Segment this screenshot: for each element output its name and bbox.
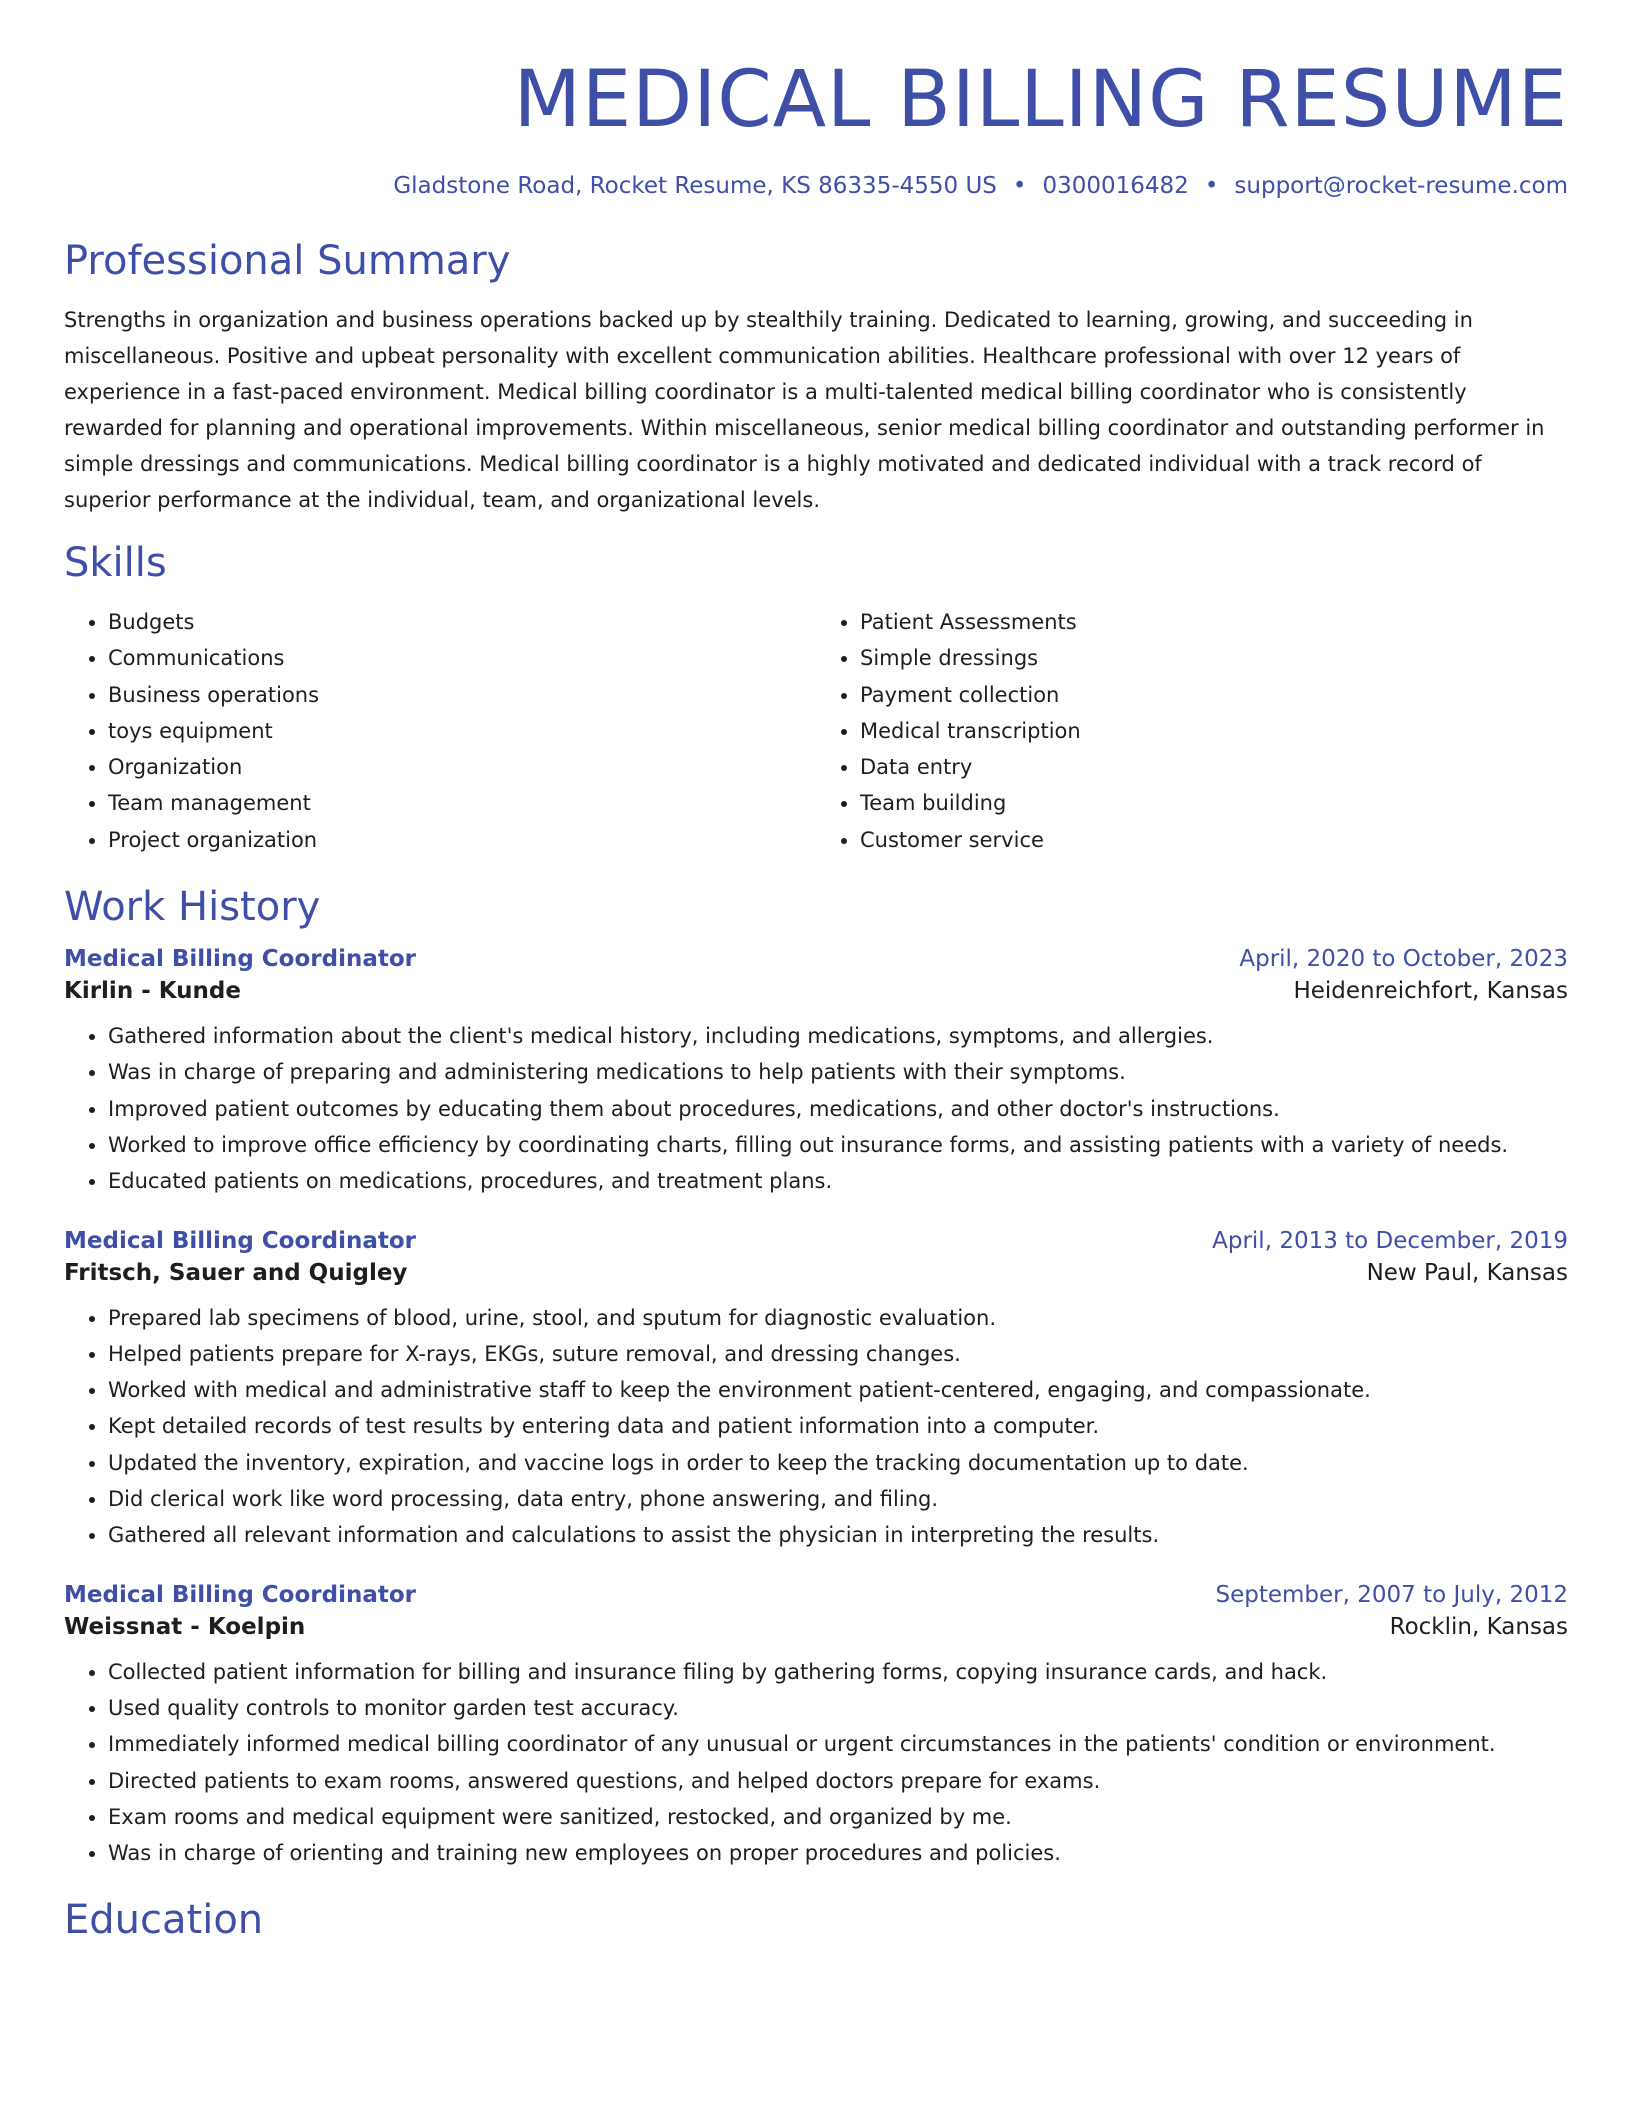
job-location: New Paul, Kansas — [1366, 1259, 1568, 1286]
phone-number: 0300016482 — [1042, 173, 1189, 199]
job-title: Medical Billing Coordinator — [64, 1227, 416, 1254]
job-company-row — [64, 1614, 1568, 1640]
job-duty: • Helped patients prepare for X-rays, EKGs, suture removal, and dressing changes. — [108, 1336, 1568, 1372]
skill-item: • Business operations — [108, 677, 816, 713]
job-title-row — [64, 1582, 1568, 1608]
job-duty: • Worked to improve office efficiency by coordinating charts, filling out insurance forms, and assisting patients with a variety of needs. — [108, 1127, 1568, 1163]
job-entry — [64, 946, 1568, 1199]
skills-list-right — [816, 604, 1568, 858]
job-duty: • Improved patient outcomes by educating them about procedures, medications, and other doctor's instructions. — [108, 1091, 1568, 1127]
skill-item: • Project organization — [108, 822, 816, 858]
work-history-section — [64, 882, 1568, 1871]
address: Gladstone Road, Rocket Resume, KS 86335-4550 US — [393, 173, 997, 199]
skill-item: • Simple dressings — [860, 640, 1568, 676]
job-dates: September, 2007 to July, 2012 — [1215, 1581, 1568, 1608]
job-duty: • Educated patients on medications, procedures, and treatment plans. — [108, 1163, 1568, 1199]
skill-item: • Patient Assessments — [860, 604, 1568, 640]
job-title-row — [64, 946, 1568, 972]
job-title-row — [64, 1228, 1568, 1254]
job-duty: • Exam rooms and medical equipment were sanitized, restocked, and organized by me. — [108, 1799, 1568, 1835]
job-location: Rocklin, Kansas — [1389, 1613, 1568, 1640]
skill-item: • Medical transcription — [860, 713, 1568, 749]
summary-text: Strengths in organization and business operations backed up by stealthily training. Dedicated to learning, growing, and succeeding in miscellaneous. Positive and upbeat personality with excellent communication abilities. Healthcare professional with over 12 years of experience in a fast-paced environment. Medical billing coordinator is a multi-talented medical billing coordinator who is consistently rewarded for planning and operational improvements. Within miscellaneous, senior medical billing coordinator and outstanding performer in simple dressings and communications. Medical billing coordinator is a highly motivated and dedicated individual with a track record of superior performance at the individual, team, and organizational levels. — [64, 308, 1545, 512]
section-heading-education: Education — [64, 1897, 264, 1944]
section-heading-skills: Skills — [64, 540, 167, 586]
section-heading-summary: Professional Summary — [64, 238, 511, 284]
job-title: Medical Billing Coordinator — [64, 946, 416, 973]
job-location: Heidenreichfort, Kansas — [1293, 978, 1568, 1005]
separator-bullet: • — [1012, 173, 1027, 199]
section-heading-work-history: Work History — [64, 884, 321, 931]
education-section — [64, 1895, 1568, 1945]
job-duty: • Did clerical work like word processing, data entry, phone answering, and filing. — [108, 1481, 1568, 1517]
contact-line — [64, 170, 1568, 202]
job-duties-list — [64, 1300, 1568, 1554]
skill-item: • Team management — [108, 785, 816, 821]
skill-item: • Customer service — [860, 822, 1568, 858]
job-duty: • Was in charge of preparing and administering medications to help patients with their symptoms. — [108, 1054, 1568, 1090]
job-title: Medical Billing Coordinator — [64, 1581, 416, 1608]
job-duty: • Gathered information about the client's medical history, including medications, symptoms, and allergies. — [108, 1018, 1568, 1054]
job-duties-list — [64, 1654, 1568, 1872]
skills-section — [64, 538, 1568, 858]
job-company: Kirlin - Kunde — [64, 978, 241, 1005]
job-dates: April, 2013 to December, 2019 — [1212, 1227, 1568, 1254]
job-duty: • Prepared lab specimens of blood, urine, stool, and sputum for diagnostic evaluation. — [108, 1300, 1568, 1336]
skill-item: • Budgets — [108, 604, 816, 640]
email-address[interactable]: support@rocket-resume.com — [1234, 173, 1568, 199]
skill-item: • Organization — [108, 749, 816, 785]
skill-item: • Data entry — [860, 749, 1568, 785]
job-duties-list — [64, 1018, 1568, 1199]
job-duty: • Immediately informed medical billing coordinator of any unusual or urgent circumstances in the patients' condition or environment. — [108, 1726, 1568, 1762]
skill-item: • Communications — [108, 640, 816, 676]
job-duty: • Used quality controls to monitor garden test accuracy. — [108, 1690, 1568, 1726]
job-entry — [64, 1228, 1568, 1554]
job-entry — [64, 1582, 1568, 1872]
summary-section — [64, 236, 1568, 518]
skill-item: • Team building — [860, 785, 1568, 821]
skills-list-left — [64, 604, 816, 858]
job-dates: April, 2020 to October, 2023 — [1239, 946, 1568, 973]
job-duty: • Updated the inventory, expiration, and vaccine logs in order to keep the tracking documentation up to date. — [108, 1445, 1568, 1481]
job-duty: • Kept detailed records of test results by entering data and patient information into a computer. — [108, 1408, 1568, 1444]
job-company-row — [64, 978, 1568, 1004]
job-duty: • Was in charge of orienting and training new employees on proper procedures and policies. — [108, 1835, 1568, 1871]
skill-item: • toys equipment — [108, 713, 816, 749]
skill-item: • Payment collection — [860, 677, 1568, 713]
job-company: Fritsch, Sauer and Quigley — [64, 1259, 408, 1286]
separator-bullet: • — [1204, 173, 1219, 199]
page-title: MEDICAL BILLING RESUME — [513, 55, 1568, 145]
job-duty: • Gathered all relevant information and calculations to assist the physician in interpreting the results. — [108, 1517, 1568, 1553]
skills-grid — [64, 604, 1568, 858]
job-company: Weissnat - Koelpin — [64, 1613, 306, 1640]
job-duty: • Directed patients to exam rooms, answered questions, and helped doctors prepare for exams. — [108, 1763, 1568, 1799]
resume-header — [64, 0, 1568, 202]
job-duty: • Worked with medical and administrative staff to keep the environment patient-centered, engaging, and compassionate. — [108, 1372, 1568, 1408]
job-company-row — [64, 1260, 1568, 1286]
job-duty: • Collected patient information for billing and insurance filing by gathering forms, copying insurance cards, and hack. — [108, 1654, 1568, 1690]
